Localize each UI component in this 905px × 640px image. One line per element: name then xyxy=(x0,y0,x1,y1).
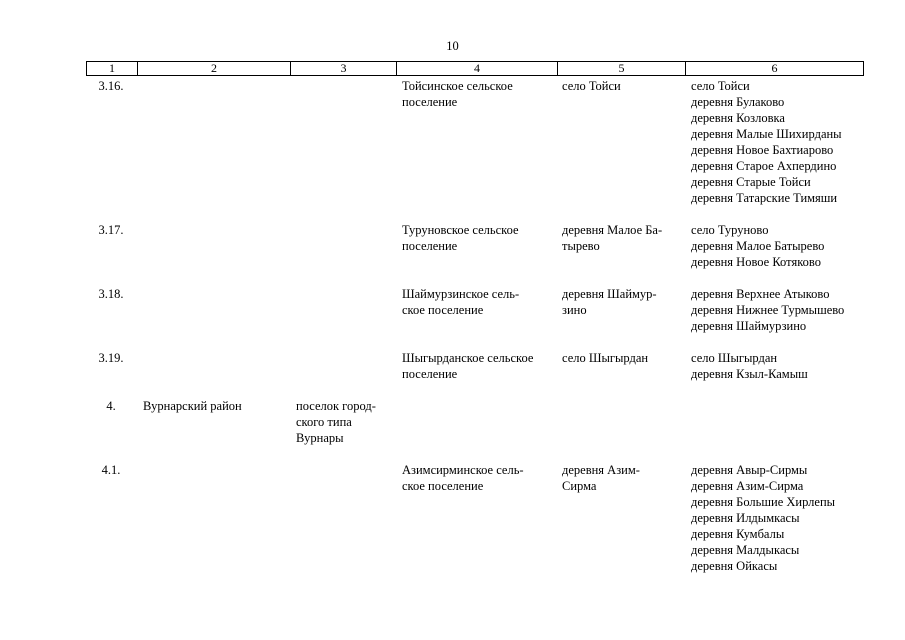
administrative-center-cell xyxy=(562,286,682,318)
localities-list-line: деревня Верхнее Атыково xyxy=(691,287,830,301)
localities-list-line: деревня Малое Батырево xyxy=(691,239,825,253)
settlement-name-cell xyxy=(402,78,554,110)
localities-list-line: деревня Кзыл-Камыш xyxy=(691,367,808,381)
row-number-cell xyxy=(86,462,136,478)
localities-list-line: деревня Авыр-Сирмы xyxy=(691,463,808,477)
header-col-4: 4 xyxy=(474,61,480,75)
localities-list-line: деревня Малдыкасы xyxy=(691,543,800,557)
header-col-1: 1 xyxy=(109,61,115,75)
localities-list-line: деревня Нижнее Турмышево xyxy=(691,303,845,317)
settlement-name-line: Тойсинское сельское xyxy=(402,79,513,93)
administrative-center-cell xyxy=(562,350,682,366)
settlement-name-cell xyxy=(402,286,554,318)
district-center-line: Вурнары xyxy=(296,431,344,445)
row-number-cell xyxy=(86,350,136,366)
settlement-name-line: Шаймурзинское сель- xyxy=(402,287,520,301)
row-number-line: 3.18. xyxy=(98,287,124,301)
row-number-cell xyxy=(86,222,136,238)
column-number-header xyxy=(86,61,864,76)
administrative-center-line: зино xyxy=(562,303,587,317)
page-number: 10 xyxy=(446,39,459,53)
header-col-3: 3 xyxy=(340,61,347,75)
localities-list-cell xyxy=(691,462,866,574)
settlement-name-line: Шыгырданское сельское xyxy=(402,351,534,365)
district-center-cell xyxy=(296,398,396,446)
district-name-line: Вурнарский район xyxy=(143,399,242,413)
row-number-line: 4. xyxy=(106,399,116,413)
localities-list-line: деревня Старые Тойси xyxy=(691,175,811,189)
row-number-line: 3.17. xyxy=(98,223,124,237)
row-number-line: 4.1. xyxy=(101,463,121,477)
localities-list-cell xyxy=(691,286,866,334)
settlement-name-line: поселение xyxy=(402,95,458,109)
row-number-cell xyxy=(86,398,136,414)
administrative-center-line: деревня Шаймур- xyxy=(562,287,657,301)
localities-list-line: деревня Кумбалы xyxy=(691,527,785,541)
district-center-line: ского типа xyxy=(296,415,352,429)
district-center-line: поселок город- xyxy=(296,399,376,413)
header-col-2: 2 xyxy=(211,61,217,75)
localities-list-line: деревня Старое Ахпердино xyxy=(691,159,837,173)
settlement-name-line: поселение xyxy=(402,239,458,253)
localities-list-line: деревня Новое Бахтиарово xyxy=(691,143,834,157)
settlement-name-line: ское поселение xyxy=(402,479,484,493)
administrative-center-line: деревня Малое Ба- xyxy=(562,223,663,237)
administrative-center-cell xyxy=(562,78,682,94)
administrative-center-line: деревня Азим- xyxy=(562,463,640,477)
row-number-cell xyxy=(86,286,136,302)
district-name-cell xyxy=(143,398,283,414)
localities-list-line: деревня Козловка xyxy=(691,111,785,125)
settlement-name-line: поселение xyxy=(402,367,458,381)
header-col-6: 6 xyxy=(771,61,778,75)
administrative-center-line: Сирма xyxy=(562,479,597,493)
localities-list-cell xyxy=(691,350,866,382)
localities-list-line: село Шыгырдан xyxy=(691,351,778,365)
localities-list-line: деревня Большие Хирлепы xyxy=(691,495,836,509)
settlement-name-cell xyxy=(402,462,554,494)
settlement-name-line: Азимсирминское сель- xyxy=(402,463,524,477)
localities-list-cell xyxy=(691,78,866,206)
administrative-center-cell xyxy=(562,462,682,494)
administrative-center-cell xyxy=(562,222,682,254)
settlement-name-cell xyxy=(402,222,554,254)
settlement-name-line: ское поселение xyxy=(402,303,484,317)
administrative-center-line: тырево xyxy=(562,239,600,253)
row-number-line: 3.16. xyxy=(98,79,124,93)
row-number-line: 3.19. xyxy=(98,351,124,365)
localities-list-line: деревня Азим-Сирма xyxy=(691,479,804,493)
localities-list-line: деревня Татарские Тимяши xyxy=(691,191,838,205)
header-col-5: 5 xyxy=(618,61,625,75)
localities-list-line: деревня Илдымкасы xyxy=(691,511,800,525)
localities-list-line: село Туруново xyxy=(691,223,769,237)
localities-list-cell xyxy=(691,222,866,270)
localities-list-line: деревня Малые Шихирданы xyxy=(691,127,842,141)
administrative-center-line: село Тойси xyxy=(562,79,621,93)
localities-list-line: деревня Булаково xyxy=(691,95,785,109)
localities-list-line: деревня Ойкасы xyxy=(691,559,778,573)
localities-list-line: село Тойси xyxy=(691,79,750,93)
administrative-center-line: село Шыгырдан xyxy=(562,351,649,365)
localities-list-line: деревня Шаймурзино xyxy=(691,319,807,333)
row-number-cell xyxy=(86,78,136,94)
localities-list-line: деревня Новое Котяково xyxy=(691,255,821,269)
settlement-name-line: Туруновское сельское xyxy=(402,223,519,237)
settlement-name-cell xyxy=(402,350,554,382)
